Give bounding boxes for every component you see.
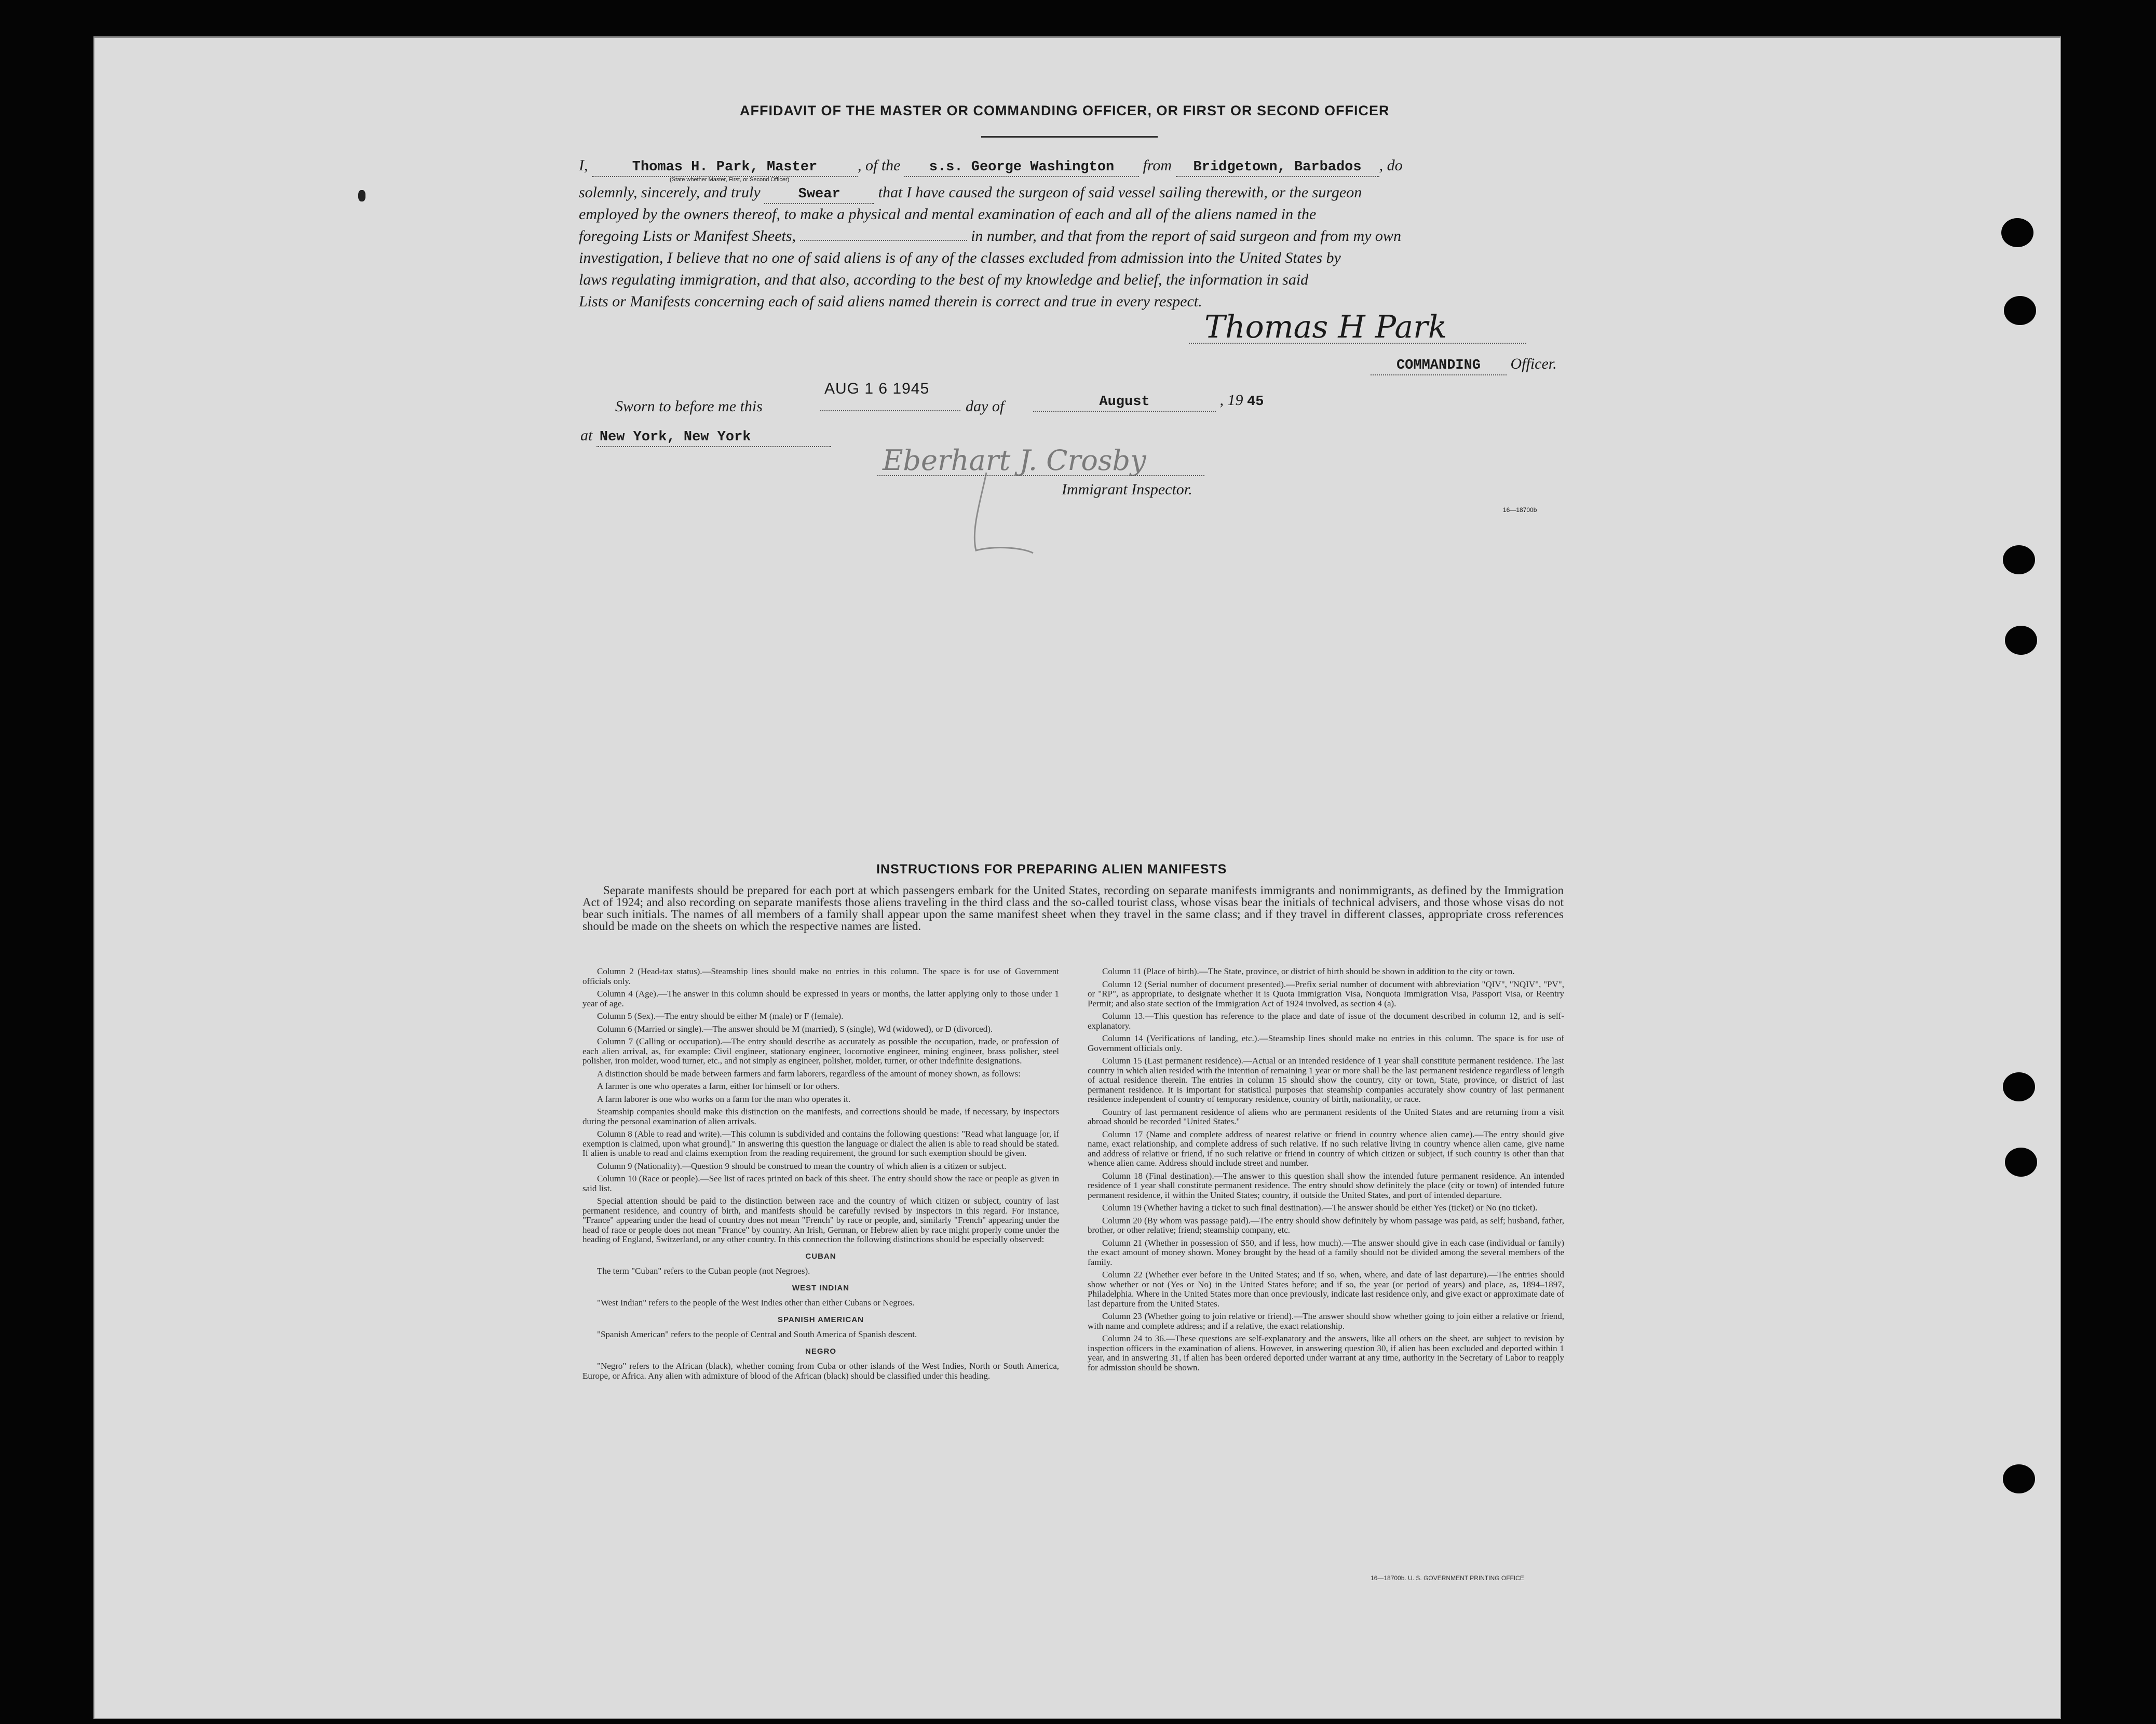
binder-hole (2005, 626, 2037, 655)
binder-hole (2003, 545, 2035, 574)
year-field: 45 (1247, 394, 1264, 410)
instruction-paragraph: Column 8 (Able to read and write).—This column is subdivided and contains the following questions: "Read what language [or, if exemption is claimed, upon what ground]." In answering this question the language or dialect the alien is able to read should be stated. If alien is unable to read and claims exemption from the reading requirement, the ground for such exemption should be given. (582, 1129, 1059, 1158)
month-line: August , 19 45 (1033, 389, 1407, 411)
affidavit-line-5: investigation, I believe that no one of said aliens is of any of the classes excluded from admission into the United States by (579, 249, 1341, 266)
subheading-negro: NEGRO (805, 1346, 836, 1356)
instruction-paragraph: Column 23 (Whether going to join relative or friend).—The answer should show whether going to join either a relative or friend, with name and complete address; and if a relative, the exact relationship. (1088, 1311, 1564, 1331)
instructions-intro: Separate manifests should be prepared for each port at which passengers embark for the United States, recording on separate manifests immigrants and nonimmigrants, as defined by the Immigration Act of 1924; and also recording on separate manifests those aliens traveling in the third class and the so-called tourist class, whose visas bear the initials of technical advisers, and those whose visas do not bear such initials. The names of all members of a family shall appear upon the same manifest sheet when they travel in the same class; and if they travel in different classes, appropriate cross references should be made on the sheets on which the respective names are listed. (582, 884, 1564, 933)
sheet-top-edge (93, 36, 2061, 52)
officer-name-field: Thomas H. Park, Master (592, 158, 858, 177)
affidavit-line-1: I, Thomas H. Park, Master , of the s.s. George Washington from Bridgetown, Barbados , do (579, 155, 1563, 177)
instruction-paragraph: Country of last permanent residence of aliens who are permanent residents of the United States and are returning from a visit abroad should be recorded "United States." (1088, 1107, 1564, 1126)
instruction-paragraph: Column 11 (Place of birth).—The State, province, or district of birth should be shown in addition to the city or town. (1102, 966, 1515, 976)
affidavit-line-4: foregoing Lists or Manifest Sheets, in number, and that from the report of said surgeon and from my own (579, 227, 1401, 245)
signature-flourish (966, 467, 1038, 556)
printer-imprint: 16—18700b. U. S. GOVERNMENT PRINTING OFFICE (1371, 1574, 1524, 1582)
affidavit-line-2: solemnly, sincerely, and truly Swear that I have caused the surgeon of said vessel sailing therewith, or the surgeon (579, 182, 1563, 204)
inspector-signature-line (877, 475, 1204, 476)
day-line (820, 410, 960, 411)
affidavit-line-3: employed by the owners thereof, to make a physical and mental examination of each and all of the aliens named in the (579, 206, 1317, 223)
subheading-cuban: CUBAN (805, 1251, 836, 1261)
binder-hole (2005, 1148, 2037, 1177)
binder-hole (2003, 1464, 2035, 1493)
instruction-paragraph: Column 22 (Whether ever before in the United States; and if so, when, where, and date of last departure).—The entries should show whether or not (Yes or No) in the United States before; and if so, the year (or period of years) and place, as, 1894–1897, Philadelphia. Where in the United States more than once previously, indicate last residence only, and give exact or approximate date of last departure from the United States. (1088, 1270, 1564, 1309)
instruction-paragraph: Column 17 (Name and complete address of nearest relative or friend in country whence alien came).—The entry should give name, exact relationship, and complete address of such relative. If no such relative living in country whence alien came, give name and address of relative or friend, if no such relative or friend in country of which citizen or subject, if such country is other than that whence alien came. Address should include street and number. (1088, 1129, 1564, 1168)
master-signature: Thomas H Park (1204, 309, 1447, 345)
instruction-paragraph: Column 4 (Age).—The answer in this column should be expressed in years or months, the latter applying only to those under 1 year of age. (582, 989, 1059, 1008)
instructions-left-column (582, 967, 1059, 1384)
vessel-name-field: s.s. George Washington (904, 158, 1139, 177)
title-divider (981, 136, 1158, 138)
officer-type-field: COMMANDING (1371, 357, 1507, 375)
instruction-paragraph: Column 15 (Last permanent residence).—Actual or an intended residence of 1 year shall constitute permanent residence. The last country in which alien resided with the intention of remaining 1 year or more shall be the last permanent residence regardless of length of actual residence therein. The entries in column 15 should show the country, city or town, State, province, or district of last permanent residence. It is important for statistical purposes that steamship companies accurately show country of last permanent residence independent of country of temporary residence, country of birth, nationality, or race. (1088, 1056, 1564, 1104)
instruction-paragraph: Column 9 (Nationality).—Question 9 should be construed to mean the country of which alien is a citizen or subject. (597, 1161, 1007, 1171)
instruction-paragraph: Column 10 (Race or people).—See list of races printed on back of this sheet. The entry should show the race or people as given in said list. (582, 1174, 1059, 1193)
instructions-right-column (1088, 967, 1564, 1376)
instruction-paragraph: Column 21 (Whether in possession of $50, and if less, how much).—The answer should give in each case (individual or family) the exact amount of money shown. Money brought by the head of a family should not be divided among the several members of the family. (1088, 1237, 1564, 1267)
signature-line (1189, 343, 1526, 344)
officer-title-line: COMMANDING Officer. (1371, 353, 1568, 375)
rank-note: (State whether Master, First, or Second Officer) (670, 177, 790, 183)
subheading-west-indian: WEST INDIAN (792, 1283, 850, 1292)
binder-hole (2004, 296, 2036, 325)
instruction-paragraph: Column 18 (Final destination).—The answer to this question shall show the intended future permanent residence. An intended residence of 1 year shall constitute permanent residence. The entry should show definitely the place (city or town) of intended future permanent residence, if within the United States; country, if outside the United States, and port of intended departure. (1088, 1170, 1564, 1200)
instruction-paragraph: Column 14 (Verifications of landing, etc.).—Steamship lines should make no entries in this column. The space is for use of Government officials only. (1088, 1033, 1564, 1053)
oath-field: Swear (764, 185, 874, 204)
instruction-paragraph: Column 6 (Married or single).—The answer should be M (married), S (single), Wd (widowed), or D (divorced). (597, 1023, 993, 1034)
form-number: 16—18700b (1503, 506, 1537, 514)
instruction-paragraph: Column 19 (Whether having a ticket to such final destination).—The answer should be either Yes (ticket) or No (no ticket). (1102, 1203, 1538, 1213)
departure-port-field: Bridgetown, Barbados (1176, 158, 1379, 177)
instruction-paragraph: Steamship companies should make this distinction on the manifests, and corrections should be made, if necessary, by inspectors during the personal examination of alien arrivals. (582, 1107, 1059, 1126)
place-field: New York, New York (596, 428, 831, 447)
inspector-signature: Eberhart J. Crosby (883, 444, 1146, 477)
instruction-paragraph: Column 5 (Sex).—The entry should be either M (male) or F (female). (597, 1011, 844, 1021)
instruction-paragraph: Column 24 to 36.—These questions are self-explanatory and the answers, like all others on the sheet, are subject to revision by inspection officers in the examination of aliens. However, in answering question 30, if alien has been excluded and deported within 1 year, and in answering 31, if alien has been ordered deported under warrant at any time, authority in the Secretary of Labor to reapply for admission should be shown. (1088, 1334, 1564, 1372)
instruction-paragraph: Column 20 (By whom was passage paid).—The entry should show definitely by whom passage was paid, as self; husband, father, brother, or other relative; friend; steamship company, etc. (1088, 1215, 1564, 1235)
instruction-paragraph: "West Indian" refers to the people of the West Indies other than either Cubans or Negroes. (597, 1298, 915, 1308)
instruction-paragraph: A distinction should be made between farmers and farm laborers, regardless of the amount of money shown, as follows: (597, 1068, 1021, 1079)
affidavit-line-7: Lists or Manifests concerning each of said aliens named therein is correct and true in every respect. (579, 293, 1202, 310)
day-of-label: day of (966, 398, 1005, 415)
instruction-paragraph: A farmer is one who operates a farm, either for himself or for others. (597, 1081, 839, 1091)
date-stamp: AUG 1 6 1945 (824, 380, 930, 397)
affidavit-line-6: laws regulating immigration, and that also, according to the best of my knowledge and belief, the information in said (579, 271, 1309, 288)
instruction-paragraph: Column 7 (Calling or occupation).—The entry should describe as accurately as possible the occupation, trade, or profession of each alien arrival, as, for example: Civil engineer, stationary engineer, locomotive engineer, mining engineer, brass polisher, steel polisher, iron molder, wood turner, etc., and not simply as engineer, polisher, molder, turner, or other indefinite designations. (582, 1036, 1059, 1066)
month-field: August (1033, 393, 1216, 412)
instruction-paragraph: The term "Cuban" refers to the Cuban people (not Negroes). (597, 1266, 810, 1276)
instruction-paragraph: Column 2 (Head-tax status).—Steamship lines should make no entries in this column. The space is for use of Government officials only. (582, 966, 1059, 986)
instructions-title: INSTRUCTIONS FOR PREPARING ALIEN MANIFESTS (876, 862, 1227, 877)
sheet-count-field (800, 240, 967, 241)
instruction-paragraph: A farm laborer is one who works on a farm for the man who operates it. (597, 1094, 851, 1104)
affidavit-title: AFFIDAVIT OF THE MASTER OR COMMANDING OFFICER, OR FIRST OR SECOND OFFICER (740, 103, 1390, 118)
instruction-paragraph: "Negro" refers to the African (black), whether coming from Cuba or other islands of the West Indies, North or South America, Europe, or Africa. Any alien with admixture of blood of the African (black) should be classified under this heading. (582, 1361, 1059, 1381)
instruction-paragraph: Column 12 (Serial number of document presented).—Prefix serial number of document with abbreviation "QIV", "NQIV", "PV", or "RP", as appropriate, to designate whether it is Quota Immigration Visa, Nonquota Immigration Visa, Passport Visa, or Reentry Permit; and also state section of the Immigration Act of 1924 involved, as section 4 (a). (1088, 979, 1564, 1008)
instruction-paragraph: Column 13.—This question has reference to the place and date of issue of the document described in column 12, and is self-explanatory. (1088, 1011, 1564, 1031)
binder-hole (2003, 1072, 2035, 1101)
instruction-paragraph: Special attention should be paid to the distinction between race and the country of which citizen or subject, country of last permanent residence, and country of birth, and manifests should be carefully revised by inspectors in this regard. For instance, "France" appearing under the head of country does not mean "French" by race or people, and, similarly "French" appearing under the head of race or people does not mean "France" by country. An Irish, German, or Hebrew alien by race might properly come under the heading of England, Switzerland, or any other country. In this connection the following distinctions should be especially observed: (582, 1196, 1059, 1244)
subheading-spanish-american: SPANISH AMERICAN (777, 1315, 864, 1324)
inspector-label: Immigrant Inspector. (1062, 481, 1192, 498)
sworn-line: Sworn to before me this (615, 398, 763, 415)
instruction-paragraph: "Spanish American" refers to the people of Central and South America of Spanish descent. (597, 1329, 917, 1339)
binder-hole (2001, 218, 2033, 247)
place-line: at New York, New York (580, 425, 1048, 447)
ink-mark (358, 190, 365, 201)
